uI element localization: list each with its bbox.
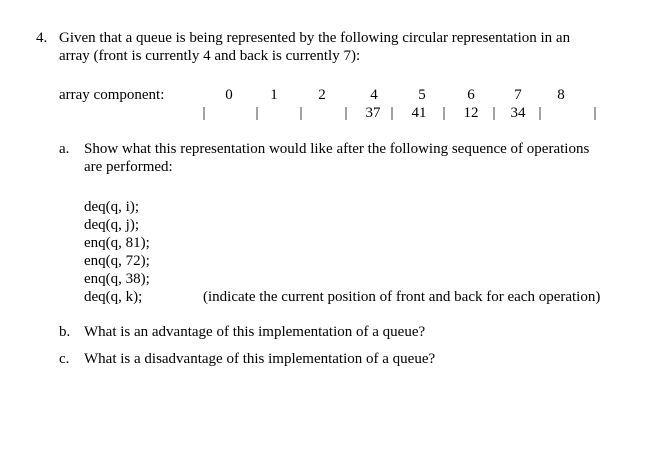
operation-line: enq(q, 38); — [84, 271, 150, 287]
array-separator: | — [255, 105, 259, 121]
question-text-line-1: Given that a queue is being represented by the following circular representation in an — [59, 30, 571, 46]
operation-line: deq(q, i); — [84, 199, 139, 215]
operation-line: enq(q, 81); — [84, 235, 150, 251]
part-c-text: What is a disadvantage of this implementation of a queue? — [84, 351, 436, 367]
array-index-0: 0 — [225, 87, 233, 103]
array-value-34: 34 — [510, 105, 526, 121]
array-separator: | — [442, 105, 446, 121]
array-separator: | — [299, 105, 303, 121]
array-separator: | — [390, 105, 394, 121]
operation-line: deq(q, j); — [84, 217, 139, 233]
part-c-marker: c. — [59, 351, 70, 367]
array-value-37: 37 — [365, 105, 381, 121]
array-separator: | — [344, 105, 348, 121]
operations-note: (indicate the current position of front and back for each operation) — [203, 289, 601, 305]
question-text-line-2: array (front is currently 4 and back is currently 7): — [59, 48, 361, 64]
array-index-4: 4 — [370, 87, 378, 103]
array-separator: | — [538, 105, 542, 121]
array-index-6: 6 — [467, 87, 475, 103]
part-a-text-line-1: Show what this representation would like after the following sequence of operations — [84, 141, 590, 157]
operation-line: enq(q, 72); — [84, 253, 150, 269]
part-a-text-line-2: are performed: — [84, 159, 173, 175]
question-number: 4. — [36, 30, 48, 46]
array-index-8: 8 — [557, 87, 565, 103]
array-separator: | — [202, 105, 206, 121]
array-index-5: 5 — [418, 87, 426, 103]
array-index-1: 1 — [270, 87, 278, 103]
part-a-marker: a. — [59, 141, 70, 157]
array-component-label: array component: — [59, 87, 165, 103]
array-value-12: 12 — [463, 105, 479, 121]
array-separator: | — [593, 105, 597, 121]
part-b-marker: b. — [59, 324, 71, 340]
array-index-7: 7 — [514, 87, 522, 103]
part-b-text: What is an advantage of this implementation of a queue? — [84, 324, 426, 340]
operation-line: deq(q, k); — [84, 289, 143, 305]
array-index-2: 2 — [318, 87, 326, 103]
array-value-41: 41 — [411, 105, 427, 121]
array-separator: | — [492, 105, 496, 121]
